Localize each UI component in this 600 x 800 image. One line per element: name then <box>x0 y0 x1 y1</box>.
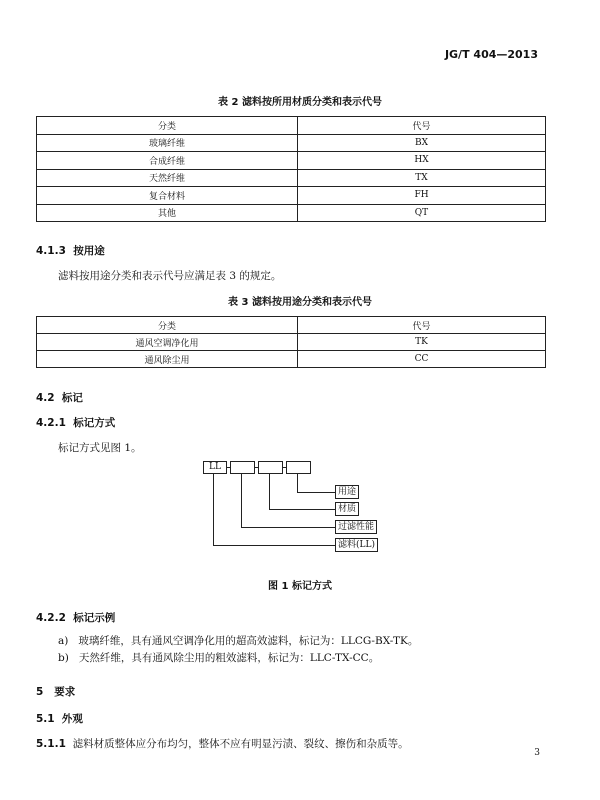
table-cell: 通风空调净化用 <box>37 334 298 351</box>
box-performance <box>230 461 255 474</box>
paragraph: 标记方式见图 1。 <box>58 442 142 454</box>
table-cell: 复合材料 <box>37 187 298 205</box>
table-cell: 玻璃纤维 <box>37 134 298 152</box>
section-number: 5.1.1 <box>36 738 66 750</box>
table-cell: CC <box>298 351 546 368</box>
box-material <box>258 461 283 474</box>
table-header-cell: 分类 <box>37 117 298 135</box>
leader-line <box>269 474 270 510</box>
leader-line <box>269 509 335 510</box>
label-usage: 用途 <box>335 485 359 499</box>
document-header: JG/T 404—2013 <box>444 48 538 61</box>
section-title: 外观 <box>61 713 83 725</box>
section-title: 标记 <box>61 392 83 404</box>
clause-5-1-1 <box>36 736 409 751</box>
leader-line <box>297 474 298 493</box>
label-filter-material: 滤料(LL) <box>335 538 378 552</box>
leader-line <box>213 545 335 546</box>
section-title: 要求 <box>54 686 76 698</box>
paragraph: 滤料按用途分类和表示代号应满足表 3 的规定。 <box>58 270 282 282</box>
table-cell: 天然纤维 <box>37 169 298 187</box>
table-header-cell: 代号 <box>298 117 546 135</box>
table-cell: 合成纤维 <box>37 152 298 170</box>
example-marker: a) <box>58 635 69 647</box>
section-number: 4.2.2 <box>36 612 66 624</box>
table-cell: TK <box>298 334 546 351</box>
label-filter-performance: 过滤性能 <box>335 520 377 534</box>
box-usage <box>286 461 311 474</box>
section-heading-4-2-2 <box>36 610 115 625</box>
example-marker: b) <box>58 652 69 664</box>
leader-line <box>241 474 242 528</box>
table3-caption: 表 3 滤料按用途分类和表示代号 <box>228 297 372 308</box>
section-heading-5-1 <box>36 711 83 726</box>
table-header-cell: 代号 <box>298 317 546 334</box>
table-cell: HX <box>298 152 546 170</box>
example-item <box>58 650 379 665</box>
table-cell: QT <box>298 204 546 222</box>
table-cell: 通风除尘用 <box>37 351 298 368</box>
section-title: 标记示例 <box>73 612 116 624</box>
leader-line <box>241 527 335 528</box>
section-number: 4.1.3 <box>36 245 66 257</box>
page-number: 3 <box>534 748 540 758</box>
table-cell: BX <box>298 134 546 152</box>
section-number: 5.1 <box>36 713 55 725</box>
example-text: 天然纤维，具有通风除尘用的粗效滤料，标记为：LLC-TX-CC。 <box>78 652 380 664</box>
section-number: 4.2.1 <box>36 417 66 429</box>
table-cell: TX <box>298 169 546 187</box>
example-text: 玻璃纤维，具有通风空调净化用的超高效滤料，标记为：LLCG-BX-TK。 <box>78 635 419 647</box>
example-item <box>58 633 418 648</box>
table-cell: FH <box>298 187 546 205</box>
section-heading-5 <box>36 684 75 699</box>
clause-text: 滤料材质整体应分布均匀，整体不应有明显污渍、裂纹、擦伤和杂质等。 <box>72 738 409 750</box>
section-number: 4.2 <box>36 392 55 404</box>
section-number: 5 <box>36 686 44 698</box>
figure-caption: 图 1 标记方式 <box>268 581 332 592</box>
label-material: 材质 <box>335 502 359 516</box>
section-title: 按用途 <box>73 245 105 257</box>
leader-line <box>297 492 335 493</box>
leader-line <box>213 474 214 546</box>
section-title: 标记方式 <box>73 417 116 429</box>
table-header-cell: 分类 <box>37 317 298 334</box>
table2-caption: 表 2 滤料按所用材质分类和表示代号 <box>218 97 382 108</box>
table-cell: 其他 <box>37 204 298 222</box>
box-ll: LL <box>203 461 227 474</box>
